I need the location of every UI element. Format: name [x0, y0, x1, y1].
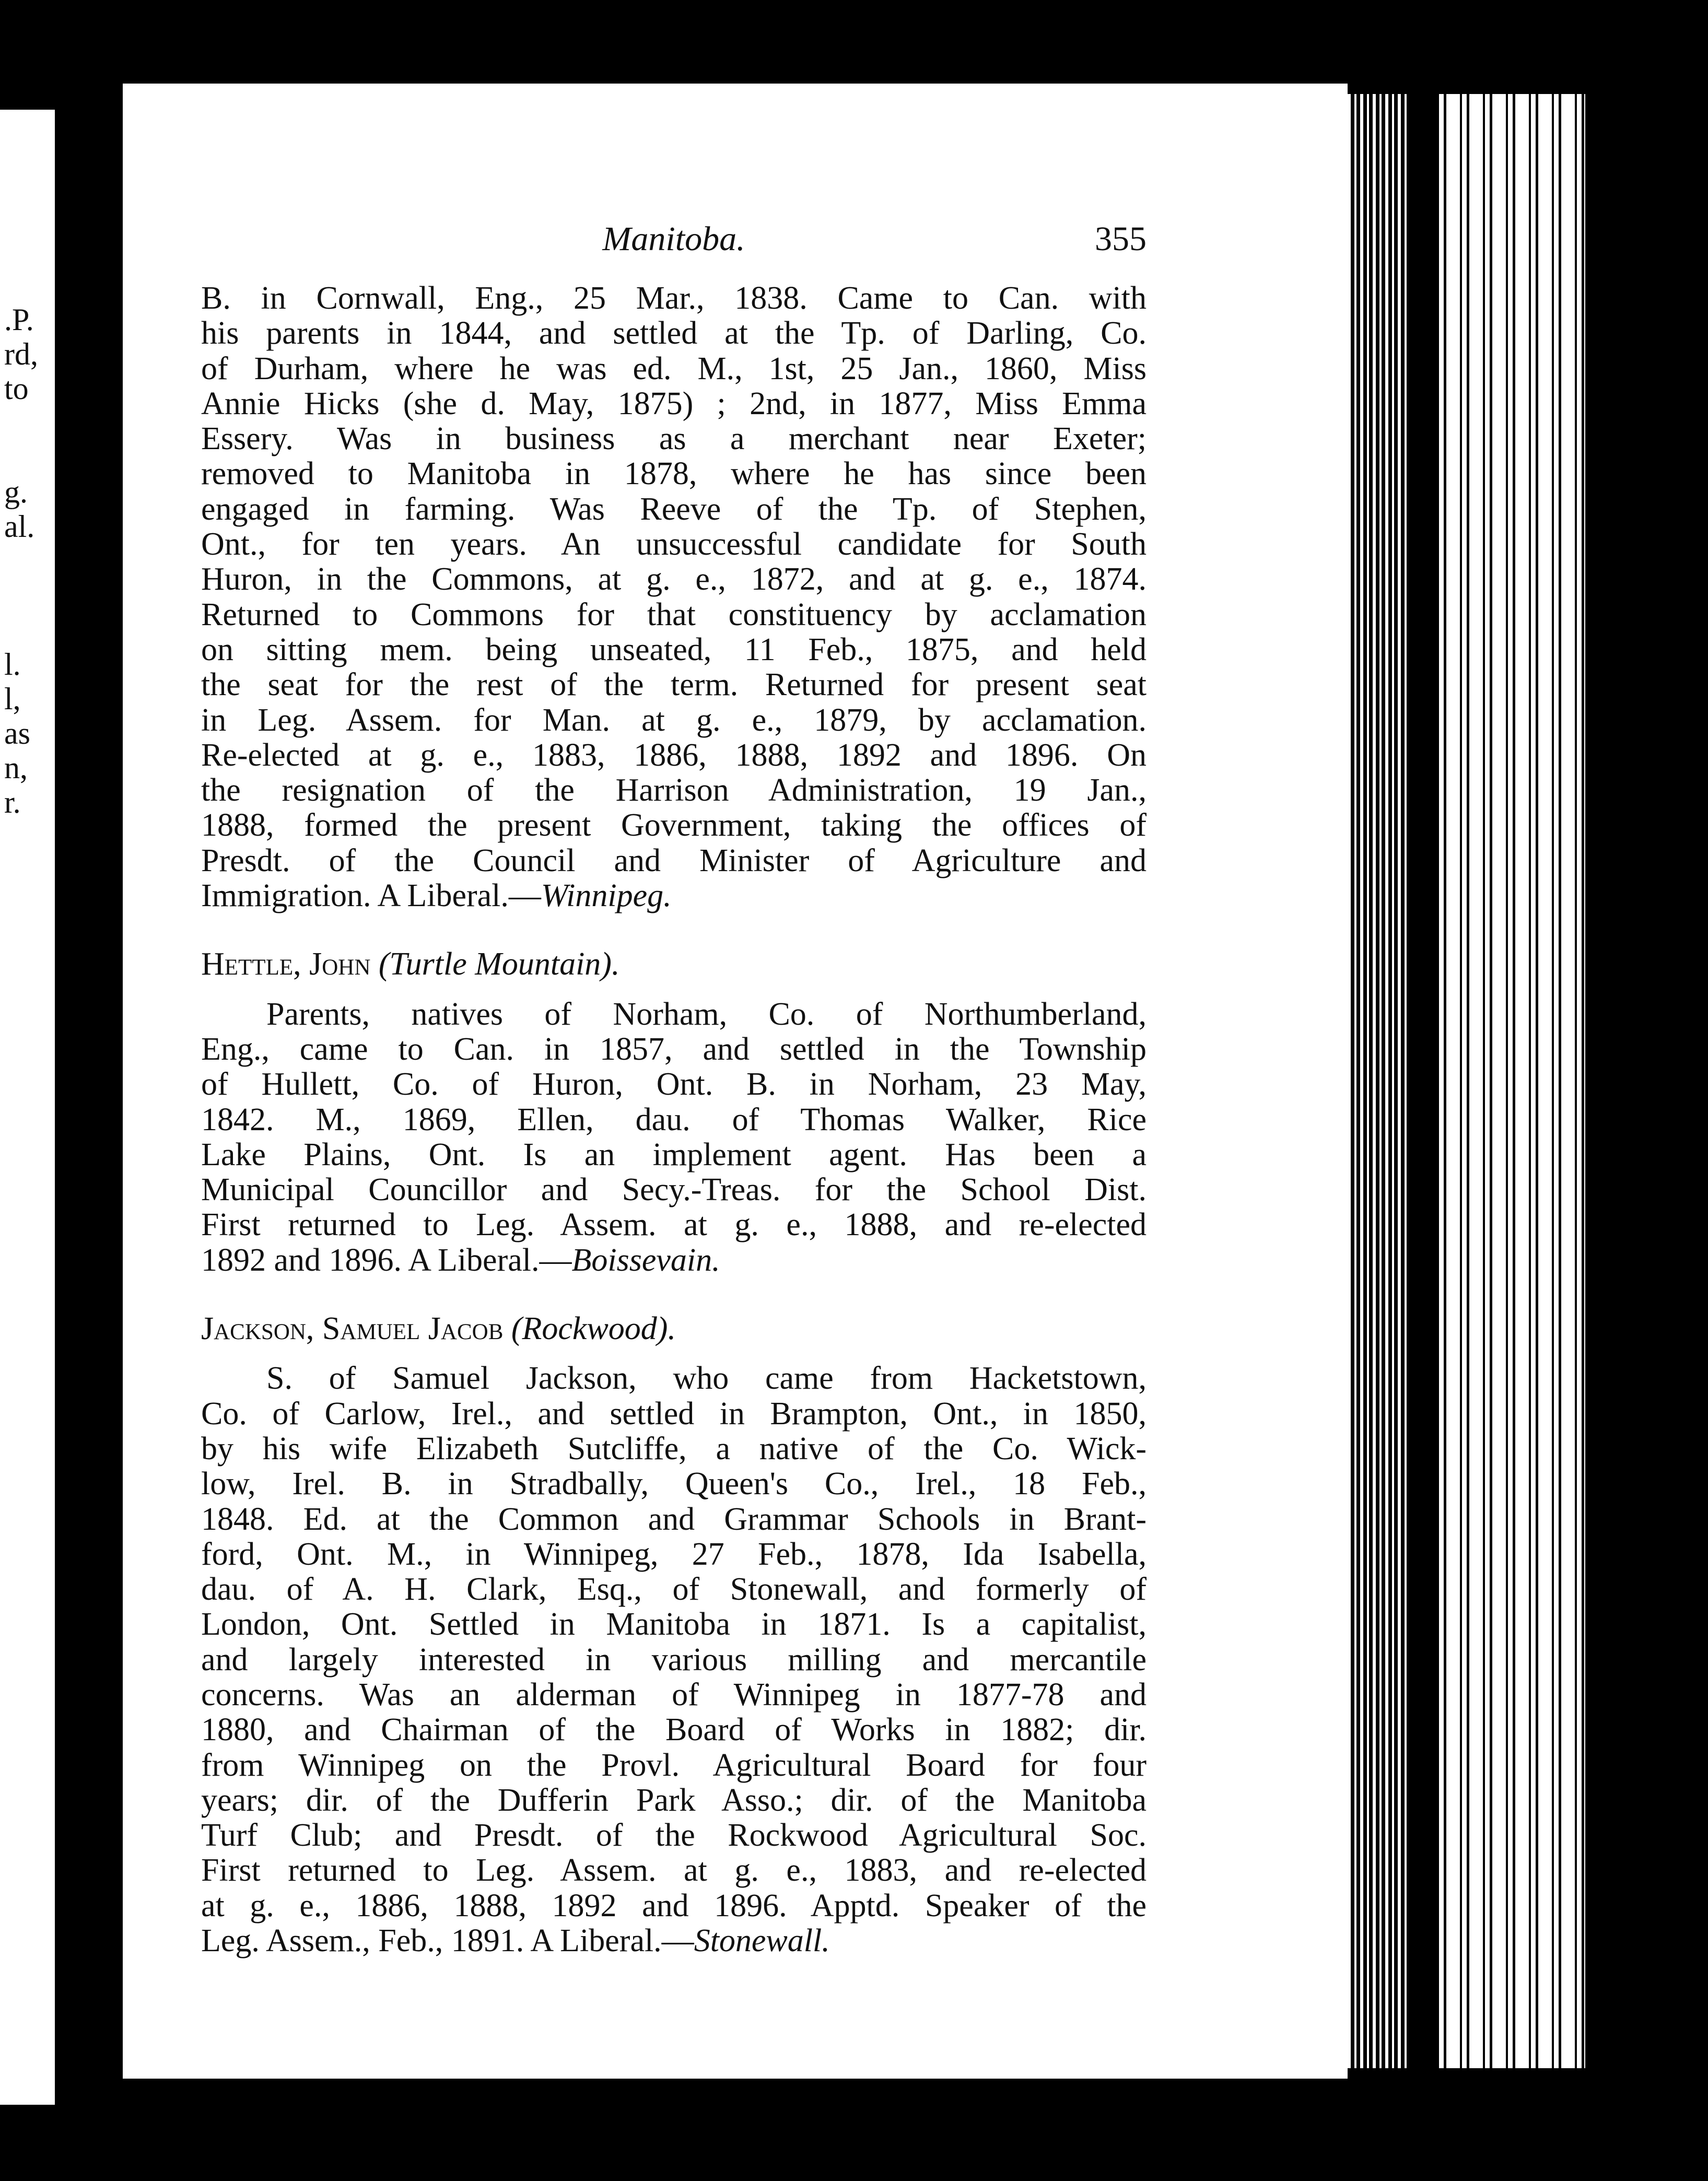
text-line: London, Ont. Settled in Manitoba in 1871. Is a capitalist, — [201, 1607, 1147, 1643]
residence: Winnipeg. — [541, 878, 672, 914]
fragment: al. — [4, 510, 35, 544]
text-line: Turf Club; and Presdt. of the Rockwood Agricultural Soc. — [201, 1818, 1147, 1854]
text-line-last — [201, 1924, 1147, 1959]
text-line: Eng., came to Can. in 1857, and settled in the Township — [201, 1031, 1147, 1067]
fragment: .P. — [4, 303, 34, 337]
gutter — [1410, 94, 1439, 2068]
text-line: Returned to Commons for that constituency by acclamation — [201, 596, 1147, 632]
fragment: l. — [4, 648, 21, 682]
page-number: 355 — [1095, 220, 1147, 258]
text-line: First returned to Leg. Assem. at g. e., 1883, and re-elected — [201, 1852, 1147, 1889]
text-line: Re-elected at g. e., 1883, 1886, 1888, 1892 and 1896. On — [201, 737, 1147, 773]
page-stack-edge — [1439, 94, 1585, 2068]
text-line: of Hullett, Co. of Huron, Ont. B. in Norham, 23 May, — [201, 1066, 1147, 1103]
entry-heading — [201, 1311, 1147, 1346]
text: Immigration. A Liberal.— — [201, 878, 541, 914]
text-line: by his wife Elizabeth Sutcliffe, a native of the Co. Wick- — [201, 1430, 1147, 1467]
text-line: years; dir. of the Dufferin Park Asso.; dir. of the Manitoba — [201, 1782, 1147, 1818]
running-head: Manitoba. — [602, 220, 745, 258]
riding: (Rockwood). — [511, 1311, 676, 1347]
adjacent-page-edge — [0, 110, 55, 2105]
member-name: Jackson, Samuel Jacob — [201, 1311, 504, 1347]
text-line-last — [201, 878, 1147, 913]
fragment — [4, 441, 54, 475]
text-line-last — [201, 1243, 1147, 1278]
adjacent-page-fragments — [4, 303, 54, 820]
residence: Boissevain. — [571, 1242, 720, 1278]
text-line: removed to Manitoba in 1878, where he has since been — [201, 456, 1147, 492]
member-name: Hettle, John — [201, 946, 371, 982]
text-line: Parents, natives of Norham, Co. of Northumberland, — [266, 996, 1147, 1032]
text-line: engaged in farming. Was Reeve of the Tp. of Stephen, — [201, 491, 1147, 527]
text-line: from Winnipeg on the Provl. Agricultural Board for four — [201, 1747, 1147, 1783]
fragment: g. — [4, 475, 28, 509]
text-line: at g. e., 1886, 1888, 1892 and 1896. Apptd. Speaker of the — [201, 1887, 1147, 1924]
text-line: on sitting mem. being unseated, 11 Feb., 1875, and held — [201, 631, 1147, 667]
fragment: n, — [4, 751, 28, 785]
text-line: of Durham, where he was ed. M., 1st, 25 Jan., 1860, Miss — [201, 350, 1147, 386]
page-header — [201, 219, 1147, 266]
text-line: 1842. M., 1869, Ellen, dau. of Thomas Walker, Rice — [201, 1101, 1147, 1138]
text-line: and largely interested in various milling and mercantile — [201, 1641, 1147, 1678]
text-line: ford, Ont. M., in Winnipeg, 27 Feb., 1878, Ida Isabella, — [201, 1536, 1147, 1572]
fragment — [4, 613, 54, 648]
text-line: Municipal Councillor and Secy.-Treas. for the School Dist. — [201, 1172, 1147, 1208]
page-body — [201, 281, 1147, 1959]
book-spine-shadow — [1348, 94, 1410, 2068]
fragment — [4, 406, 54, 441]
entry-heading — [201, 947, 1147, 982]
residence: Stonewall. — [694, 1923, 830, 1959]
text-line: concerns. Was an alderman of Winnipeg in 1877-78 and — [201, 1676, 1147, 1713]
text-line: Lake Plains, Ont. Is an implement agent. Has been a — [201, 1136, 1147, 1172]
fragment: r. — [4, 785, 21, 819]
entry-continuation — [201, 281, 1147, 913]
text-line: Essery. Was in business as a merchant near Exeter; — [201, 421, 1147, 457]
text-line: 1880, and Chairman of the Board of Works in 1882; dir. — [201, 1712, 1147, 1748]
riding: (Turtle Mountain). — [378, 946, 620, 982]
fragment: as — [4, 717, 30, 751]
entry-hettle — [201, 947, 1147, 1278]
text-line: Ont., for ten years. An unsuccessful candidate for South — [201, 526, 1147, 562]
text: Leg. Assem., Feb., 1891. A Liberal.— — [201, 1923, 694, 1959]
fragment — [4, 579, 54, 613]
text-line: 1848. Ed. at the Common and Grammar Schools in Brant- — [201, 1501, 1147, 1537]
fragment — [4, 544, 54, 579]
text-line: Presdt. of the Council and Minister of Agriculture and — [201, 842, 1147, 878]
text-line: B. in Cornwall, Eng., 25 Mar., 1838. Came to Can. with — [201, 280, 1147, 316]
fragment: rd, — [4, 337, 38, 371]
text-line: First returned to Leg. Assem. at g. e., 1888, and re-elected — [201, 1207, 1147, 1243]
fragment: l, — [4, 682, 21, 716]
text-line: the seat for the rest of the term. Returned for present seat — [201, 667, 1147, 703]
text-line: his parents in 1844, and settled at the Tp. of Darling, Co. — [201, 315, 1147, 351]
text-line: 1888, formed the present Government, taking the offices of — [201, 807, 1147, 843]
text-line: Co. of Carlow, Irel., and settled in Brampton, Ont., in 1850, — [201, 1396, 1147, 1432]
text-line: S. of Samuel Jackson, who came from Hacketstown, — [266, 1361, 1147, 1397]
text-line: the resignation of the Harrison Administration, 19 Jan., — [201, 772, 1147, 808]
book-page — [123, 84, 1348, 2079]
text-line: in Leg. Assem. for Man. at g. e., 1879, by acclamation. — [201, 702, 1147, 738]
entry-jackson — [201, 1311, 1147, 1959]
text-line: Annie Hicks (she d. May, 1875) ; 2nd, in 1877, Miss Emma — [201, 385, 1147, 421]
text-line: low, Irel. B. in Stradbally, Queen's Co., Irel., 18 Feb., — [201, 1466, 1147, 1502]
text: 1892 and 1896. A Liberal.— — [201, 1242, 572, 1278]
text-line: dau. of A. H. Clark, Esq., of Stonewall, and formerly of — [201, 1572, 1147, 1608]
text-line: Huron, in the Commons, at g. e., 1872, and at g. e., 1874. — [201, 561, 1147, 597]
fragment: to — [4, 372, 29, 406]
